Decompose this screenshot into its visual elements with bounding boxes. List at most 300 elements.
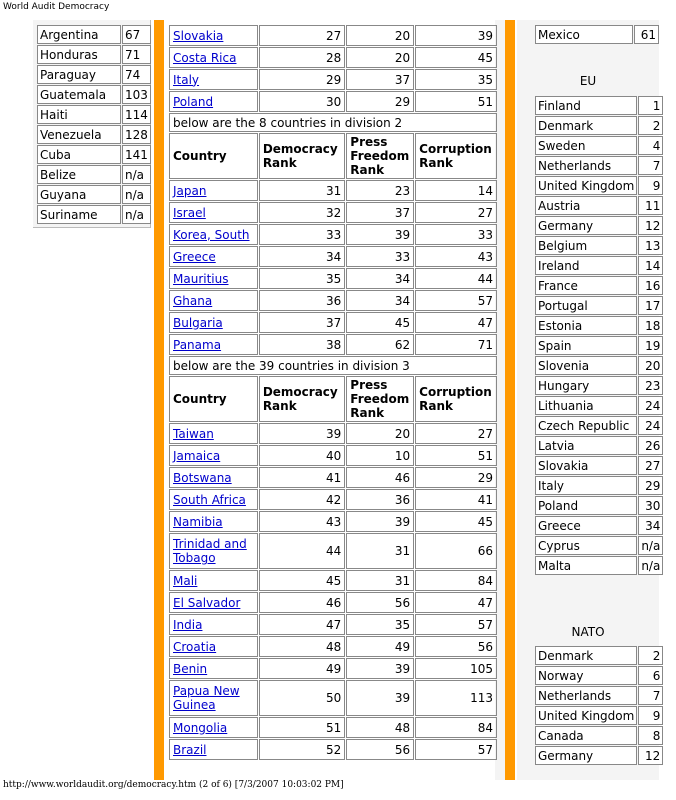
- table-row: [169, 739, 497, 760]
- list-item: [535, 416, 663, 435]
- rank-value: 26: [638, 436, 663, 455]
- democracy-rank: 44: [259, 533, 345, 569]
- list-item: [535, 536, 663, 555]
- rank-value: 74: [122, 65, 151, 84]
- nato-list: [534, 645, 664, 766]
- press-freedom-rank: 45: [346, 312, 414, 333]
- footer-url: http://www.worldaudit.org/democracy.htm (2 of 6) [7/3/2007 10:03:02 PM]: [3, 780, 344, 790]
- list-item: [535, 96, 663, 115]
- press-freedom-rank: 37: [346, 202, 414, 223]
- division-caption: below are the 39 countries in division 3: [169, 356, 497, 375]
- press-freedom-rank: 37: [346, 69, 414, 90]
- press-freedom-rank: 20: [346, 423, 414, 444]
- country-name: Ireland: [535, 256, 637, 275]
- country-name: Lithuania: [535, 396, 637, 415]
- corruption-rank: 47: [415, 312, 497, 333]
- list-item: [535, 436, 663, 455]
- nato-title: NATO: [571, 625, 605, 639]
- country-cell: [169, 614, 258, 635]
- country-name: Cuba: [37, 145, 121, 164]
- press-freedom-rank: 31: [346, 570, 414, 591]
- list-item: [535, 156, 663, 175]
- democracy-rank: 34: [259, 246, 345, 267]
- rank-value: 7: [638, 156, 663, 175]
- democracy-rank: 36: [259, 290, 345, 311]
- list-item: [535, 746, 663, 765]
- table-row: [169, 467, 497, 488]
- democracy-rank: 52: [259, 739, 345, 760]
- country-name: Malta: [535, 556, 637, 575]
- list-item: [535, 216, 663, 235]
- press-freedom-rank: 46: [346, 467, 414, 488]
- democracy-rank: 35: [259, 268, 345, 289]
- rank-value: 128: [122, 125, 151, 144]
- press-freedom-rank: 39: [346, 511, 414, 532]
- country-name: Italy: [535, 476, 637, 495]
- country-cell: [169, 423, 258, 444]
- table-row: [169, 445, 497, 466]
- list-item: [37, 185, 151, 204]
- country-cell: [169, 467, 258, 488]
- rank-value: 29: [638, 476, 663, 495]
- country-name: Canada: [535, 726, 637, 745]
- country-link[interactable]: Taiwan: [173, 426, 214, 441]
- division-caption-row: [169, 356, 497, 375]
- table-row: [169, 511, 497, 532]
- table-row: [169, 69, 497, 90]
- press-freedom-rank: 56: [346, 592, 414, 613]
- press-freedom-rank: 10: [346, 445, 414, 466]
- corruption-rank: 66: [415, 533, 497, 569]
- rank-value: 8: [638, 726, 663, 745]
- country-link[interactable]: Mauritius: [173, 271, 229, 286]
- country-cell: [169, 69, 258, 90]
- rank-value: 141: [122, 145, 151, 164]
- country-cell: [169, 312, 258, 333]
- rank-value: 103: [122, 85, 151, 104]
- democracy-rank: 50: [259, 680, 345, 716]
- list-item: [535, 196, 663, 215]
- country-name: Latvia: [535, 436, 637, 455]
- country-name: Cyprus: [535, 536, 637, 555]
- press-freedom-rank: 35: [346, 614, 414, 635]
- country-cell: [169, 533, 258, 569]
- right-separator: [505, 20, 515, 780]
- page-title: World Audit Democracy: [3, 2, 110, 12]
- rank-value: 30: [638, 496, 663, 515]
- country-link[interactable]: Croatia: [173, 639, 217, 654]
- country-name: Greece: [535, 516, 637, 535]
- eu-title: EU: [579, 74, 597, 88]
- country-link[interactable]: Costa Rica: [173, 50, 237, 65]
- democracy-rank: 33: [259, 224, 345, 245]
- corruption-rank: 44: [415, 268, 497, 289]
- list-item: [535, 236, 663, 255]
- country-link[interactable]: El Salvador: [173, 595, 241, 610]
- corruption-rank: 71: [415, 334, 497, 355]
- list-item: [535, 706, 663, 725]
- press-freedom-rank: 39: [346, 658, 414, 679]
- table-row: [169, 224, 497, 245]
- corruption-rank: 14: [415, 180, 497, 201]
- corruption-rank: 41: [415, 489, 497, 510]
- list-item: [535, 176, 663, 195]
- press-freedom-rank: 31: [346, 533, 414, 569]
- democracy-rank: 43: [259, 511, 345, 532]
- country-name: Norway: [535, 666, 637, 685]
- list-item: [535, 476, 663, 495]
- democracy-rank: 45: [259, 570, 345, 591]
- country-name: Germany: [535, 216, 637, 235]
- list-item: [535, 336, 663, 355]
- table-row: [169, 202, 497, 223]
- country-name: Suriname: [37, 205, 121, 224]
- country-name: United Kingdom: [535, 706, 637, 725]
- rank-value: 18: [638, 316, 663, 335]
- country-name: Guatemala: [37, 85, 121, 104]
- rank-value: 9: [638, 176, 663, 195]
- header-democracy-rank: Democracy Rank: [259, 133, 345, 179]
- country-cell: [169, 511, 258, 532]
- democracy-rank: 40: [259, 445, 345, 466]
- corruption-rank: 45: [415, 511, 497, 532]
- country-name: Denmark: [535, 116, 637, 135]
- democracy-rank: 48: [259, 636, 345, 657]
- corruption-rank: 47: [415, 592, 497, 613]
- country-cell: [169, 180, 258, 201]
- rank-value: n/a: [122, 185, 151, 204]
- press-freedom-rank: 56: [346, 739, 414, 760]
- democracy-rank: 51: [259, 717, 345, 738]
- corruption-rank: 56: [415, 636, 497, 657]
- list-item: [37, 165, 151, 184]
- rank-value: 2: [638, 116, 663, 135]
- country-name: Germany: [535, 746, 637, 765]
- rank-value: 61: [634, 25, 659, 44]
- press-freedom-rank: 33: [346, 246, 414, 267]
- country-link[interactable]: Ghana: [173, 293, 213, 308]
- table-row: [169, 334, 497, 355]
- country-link[interactable]: Mali: [173, 573, 198, 588]
- list-item: [535, 726, 663, 745]
- press-freedom-rank: 20: [346, 47, 414, 68]
- header-country: Country: [169, 133, 258, 179]
- table-row: [169, 533, 497, 569]
- country-name: Guyana: [37, 185, 121, 204]
- country-link[interactable]: Namibia: [173, 514, 223, 529]
- rank-value: 13: [638, 236, 663, 255]
- country-name: Argentina: [37, 25, 121, 44]
- country-name: Denmark: [535, 646, 637, 665]
- table-row: [169, 489, 497, 510]
- country-name: Honduras: [37, 45, 121, 64]
- democracy-rank: 37: [259, 312, 345, 333]
- country-name: Poland: [535, 496, 637, 515]
- table-row: [169, 570, 497, 591]
- country-name: Belize: [37, 165, 121, 184]
- rank-value: n/a: [638, 556, 663, 575]
- country-link[interactable]: Japan: [173, 183, 207, 198]
- country-link[interactable]: Mongolia: [173, 720, 228, 735]
- corruption-rank: 57: [415, 290, 497, 311]
- country-name: Finland: [535, 96, 637, 115]
- rank-value: 2: [638, 646, 663, 665]
- country-name: Austria: [535, 196, 637, 215]
- rank-value: n/a: [122, 165, 151, 184]
- country-name: Spain: [535, 336, 637, 355]
- democracy-rank: 38: [259, 334, 345, 355]
- country-name: Venezuela: [37, 125, 121, 144]
- country-cell: [169, 290, 258, 311]
- country-name: Sweden: [535, 136, 637, 155]
- list-item: [535, 116, 663, 135]
- country-name: Portugal: [535, 296, 637, 315]
- list-item: [535, 556, 663, 575]
- table-row: [169, 25, 497, 46]
- division-caption-row: [169, 113, 497, 132]
- democracy-rank: 46: [259, 592, 345, 613]
- democracy-rank: 39: [259, 423, 345, 444]
- country-link[interactable]: Korea, South: [173, 227, 250, 242]
- country-cell: [169, 246, 258, 267]
- corruption-rank: 45: [415, 47, 497, 68]
- rank-value: 20: [638, 356, 663, 375]
- corruption-rank: 51: [415, 445, 497, 466]
- list-item: [37, 105, 151, 124]
- list-item: [535, 276, 663, 295]
- list-item: [37, 125, 151, 144]
- country-cell: [169, 717, 258, 738]
- democracy-rank: 29: [259, 69, 345, 90]
- table-row: [169, 312, 497, 333]
- country-link[interactable]: South Africa: [173, 492, 246, 507]
- country-cell: [169, 636, 258, 657]
- table-row: [169, 680, 497, 716]
- americas-list: [36, 24, 152, 225]
- press-freedom-rank: 39: [346, 224, 414, 245]
- press-freedom-rank: 49: [346, 636, 414, 657]
- democracy-rank: 27: [259, 25, 345, 46]
- table-row: [169, 290, 497, 311]
- ranking-table: [168, 24, 498, 761]
- press-freedom-rank: 34: [346, 290, 414, 311]
- democracy-rank: 31: [259, 180, 345, 201]
- country-cell: [169, 592, 258, 613]
- corruption-rank: 84: [415, 717, 497, 738]
- rank-value: 114: [122, 105, 151, 124]
- press-freedom-rank: 34: [346, 268, 414, 289]
- country-link[interactable]: Jamaica: [173, 448, 221, 463]
- list-item: [535, 136, 663, 155]
- democracy-rank: 32: [259, 202, 345, 223]
- rank-value: n/a: [638, 536, 663, 555]
- country-cell: [169, 739, 258, 760]
- corruption-rank: 84: [415, 570, 497, 591]
- table-row: [169, 47, 497, 68]
- country-link[interactable]: Italy: [173, 72, 200, 87]
- democracy-rank: 28: [259, 47, 345, 68]
- country-cell: [169, 224, 258, 245]
- list-item: [535, 356, 663, 375]
- democracy-rank: 47: [259, 614, 345, 635]
- country-cell: [169, 489, 258, 510]
- country-link[interactable]: Greece: [173, 249, 216, 264]
- country-name: Paraguay: [37, 65, 121, 84]
- rank-value: 24: [638, 416, 663, 435]
- list-item: [37, 145, 151, 164]
- rank-value: 16: [638, 276, 663, 295]
- country-name: Netherlands: [535, 686, 637, 705]
- rank-value: 7: [638, 686, 663, 705]
- corruption-rank: 29: [415, 467, 497, 488]
- corruption-rank: 105: [415, 658, 497, 679]
- country-name: Belgium: [535, 236, 637, 255]
- list-item: [37, 45, 151, 64]
- corruption-rank: 27: [415, 423, 497, 444]
- democracy-rank: 30: [259, 91, 345, 112]
- country-cell: [169, 25, 258, 46]
- table-row: [169, 614, 497, 635]
- header-democracy-rank: Democracy Rank: [259, 376, 345, 422]
- country-cell: [169, 202, 258, 223]
- table-row: [169, 423, 497, 444]
- left-separator: [154, 20, 164, 780]
- header-press-freedom-rank: Press Freedom Rank: [346, 133, 414, 179]
- table-row: [169, 592, 497, 613]
- header-press-freedom-rank: Press Freedom Rank: [346, 376, 414, 422]
- list-item: [535, 496, 663, 515]
- header-corruption-rank: Corruption Rank: [415, 376, 497, 422]
- list-item: [535, 646, 663, 665]
- table-row: [169, 180, 497, 201]
- corruption-rank: 33: [415, 224, 497, 245]
- country-name: Haiti: [37, 105, 121, 124]
- rank-value: 71: [122, 45, 151, 64]
- country-name: United Kingdom: [535, 176, 637, 195]
- country-cell: [169, 334, 258, 355]
- rank-value: 24: [638, 396, 663, 415]
- rank-value: n/a: [122, 205, 151, 224]
- list-item: [535, 25, 659, 44]
- country-link[interactable]: Botswana: [173, 470, 232, 485]
- rank-value: 14: [638, 256, 663, 275]
- list-item: [535, 256, 663, 275]
- list-item: [535, 396, 663, 415]
- header-country: Country: [169, 376, 258, 422]
- country-name: Mexico: [535, 25, 633, 44]
- list-item: [535, 516, 663, 535]
- rank-value: 27: [638, 456, 663, 475]
- rank-value: 12: [638, 746, 663, 765]
- press-freedom-rank: 29: [346, 91, 414, 112]
- list-item: [37, 25, 151, 44]
- rank-value: 34: [638, 516, 663, 535]
- list-item: [535, 456, 663, 475]
- rank-value: 19: [638, 336, 663, 355]
- country-cell: [169, 268, 258, 289]
- country-link[interactable]: Brazil: [173, 742, 207, 757]
- country-link[interactable]: Panama: [173, 337, 222, 352]
- list-item: [535, 686, 663, 705]
- country-name: Estonia: [535, 316, 637, 335]
- rank-value: 11: [638, 196, 663, 215]
- country-link[interactable]: Papua New Guinea: [173, 684, 240, 712]
- table-row: [169, 246, 497, 267]
- list-item: [535, 376, 663, 395]
- country-name: Hungary: [535, 376, 637, 395]
- table-row: [169, 268, 497, 289]
- country-cell: [169, 47, 258, 68]
- rank-value: 9: [638, 706, 663, 725]
- list-item: [37, 65, 151, 84]
- country-link[interactable]: Benin: [173, 661, 208, 676]
- list-item: [37, 205, 151, 224]
- rank-value: 67: [122, 25, 151, 44]
- rank-value: 17: [638, 296, 663, 315]
- corruption-rank: 27: [415, 202, 497, 223]
- table-header-row: [169, 376, 497, 422]
- corruption-rank: 39: [415, 25, 497, 46]
- country-cell: [169, 658, 258, 679]
- header-corruption-rank: Corruption Rank: [415, 133, 497, 179]
- eu-list: [534, 95, 664, 576]
- mexico-list: [534, 24, 660, 45]
- rank-value: 12: [638, 216, 663, 235]
- press-freedom-rank: 36: [346, 489, 414, 510]
- corruption-rank: 51: [415, 91, 497, 112]
- table-row: [169, 636, 497, 657]
- country-name: Slovenia: [535, 356, 637, 375]
- country-name: France: [535, 276, 637, 295]
- country-link[interactable]: Trinidad and Tobago: [173, 537, 247, 565]
- press-freedom-rank: 48: [346, 717, 414, 738]
- country-link[interactable]: Poland: [173, 94, 214, 109]
- country-link[interactable]: India: [173, 617, 203, 632]
- democracy-rank: 42: [259, 489, 345, 510]
- country-name: Netherlands: [535, 156, 637, 175]
- press-freedom-rank: 39: [346, 680, 414, 716]
- country-name: Czech Republic: [535, 416, 637, 435]
- country-link[interactable]: Slovakia: [173, 28, 224, 43]
- country-link[interactable]: Bulgaria: [173, 315, 223, 330]
- rank-value: 6: [638, 666, 663, 685]
- list-item: [535, 666, 663, 685]
- table-header-row: [169, 133, 497, 179]
- list-item: [37, 85, 151, 104]
- corruption-rank: 113: [415, 680, 497, 716]
- rank-value: 1: [638, 96, 663, 115]
- press-freedom-rank: 20: [346, 25, 414, 46]
- country-cell: [169, 445, 258, 466]
- press-freedom-rank: 23: [346, 180, 414, 201]
- corruption-rank: 35: [415, 69, 497, 90]
- corruption-rank: 57: [415, 739, 497, 760]
- country-cell: [169, 91, 258, 112]
- list-item: [535, 316, 663, 335]
- country-name: Slovakia: [535, 456, 637, 475]
- corruption-rank: 43: [415, 246, 497, 267]
- table-row: [169, 658, 497, 679]
- table-row: [169, 717, 497, 738]
- democracy-rank: 41: [259, 467, 345, 488]
- list-item: [535, 296, 663, 315]
- country-link[interactable]: Israel: [173, 205, 206, 220]
- corruption-rank: 57: [415, 614, 497, 635]
- country-cell: [169, 680, 258, 716]
- table-row: [169, 91, 497, 112]
- democracy-rank: 49: [259, 658, 345, 679]
- division-caption: below are the 8 countries in division 2: [169, 113, 497, 132]
